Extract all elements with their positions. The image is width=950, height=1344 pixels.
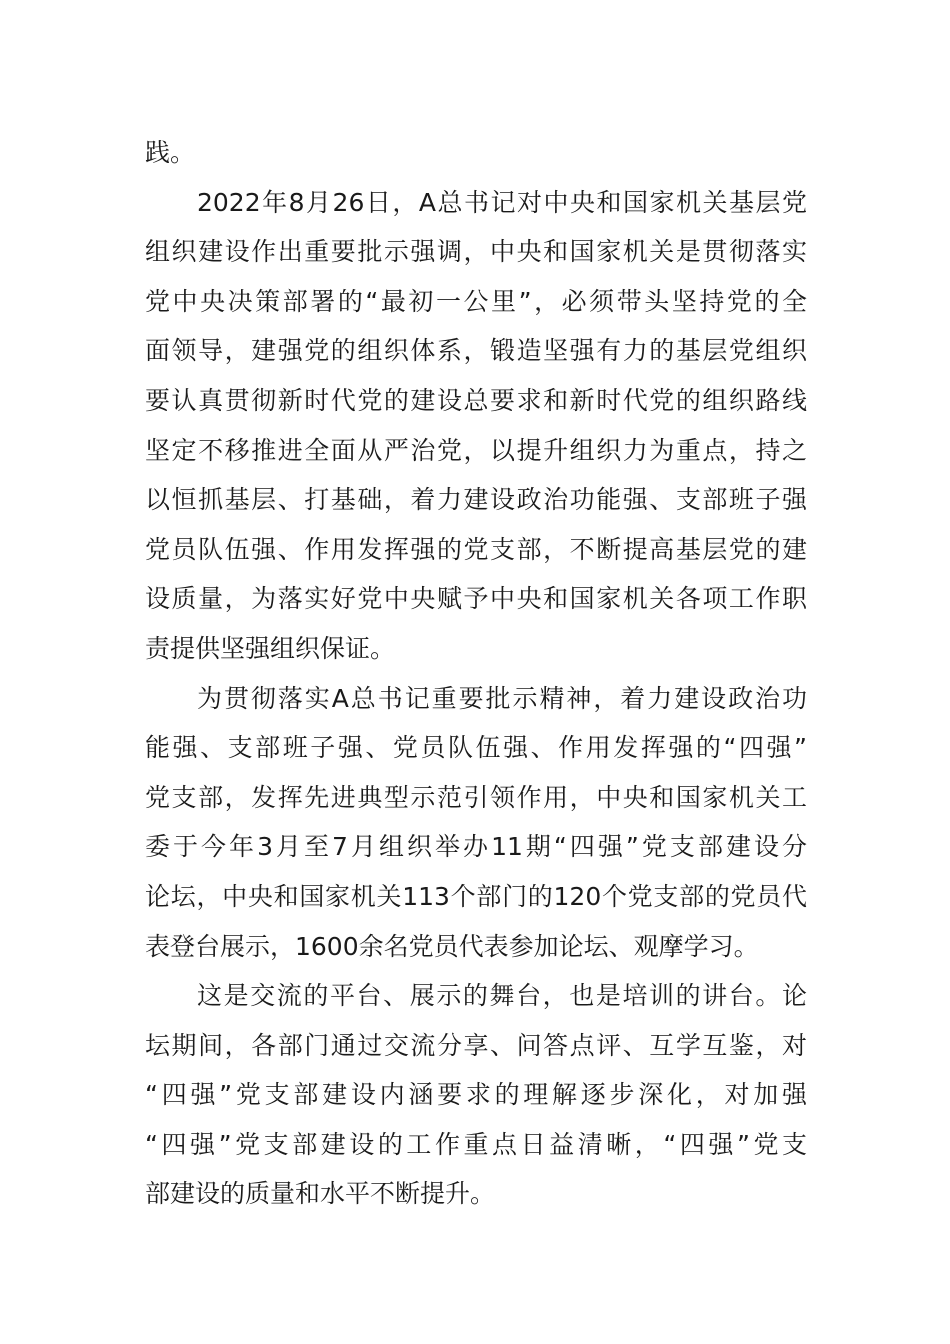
text-line: 坛期间，各部门通过交流分享、问答点评、互学互鉴，对 <box>145 1030 807 1060</box>
text-line: 党支部，发挥先进典型示范引领作用，中央和国家机关工 <box>145 782 807 812</box>
text-line: 面领导，建强党的组织体系，锻造坚强有力的基层党组织 <box>145 336 807 366</box>
text-line: “四强”党支部建设的工作重点日益清晰，“四强”党支 <box>145 1129 807 1159</box>
text-line: 党中央决策部署的“最初一公里”，必须带头坚持党的全 <box>145 286 807 316</box>
text-line: 要认真贯彻新时代党的建设总要求和新时代党的组织路线 <box>145 385 807 415</box>
text-line: 论坛，中央和国家机关113个部门的120个党支部的党员代 <box>145 881 807 911</box>
text-line: 以恒抓基层、打基础，着力建设政治功能强、支部班子强 <box>145 485 807 515</box>
text-line: 部建设的质量和水平不断提升。 <box>145 1179 496 1209</box>
text-line: 2022年8月26日，A总书记对中央和国家机关基层党 <box>197 187 807 217</box>
text-line: 党员队伍强、作用发挥强的党支部，不断提高基层党的建 <box>145 534 807 564</box>
text-line: 组织建设作出重要批示强调，中央和国家机关是贯彻落实 <box>145 237 807 267</box>
text-line: 为贯彻落实A总书记重要批示精神，着力建设政治功 <box>197 683 807 713</box>
body-text <box>145 128 807 1219</box>
text-line: 责提供坚强组织保证。 <box>145 633 396 663</box>
text-line: 表登台展示，1600余名党员代表参加论坛、观摩学习。 <box>145 931 759 961</box>
text-line: 能强、支部班子强、党员队伍强、作用发挥强的“四强” <box>145 733 807 763</box>
text-line: 践。 <box>145 138 196 167</box>
text-line: 这是交流的平台、展示的舞台，也是培训的讲台。论 <box>197 981 807 1011</box>
text-line: “四强”党支部建设内涵要求的理解逐步深化，对加强 <box>145 1080 807 1110</box>
text-line: 委于今年3月至7月组织举办11期“四强”党支部建设分 <box>145 832 807 862</box>
text-line: 坚定不移推进全面从严治党，以提升组织力为重点，持之 <box>145 435 807 465</box>
text-line: 设质量，为落实好党中央赋予中央和国家机关各项工作职 <box>145 584 807 614</box>
